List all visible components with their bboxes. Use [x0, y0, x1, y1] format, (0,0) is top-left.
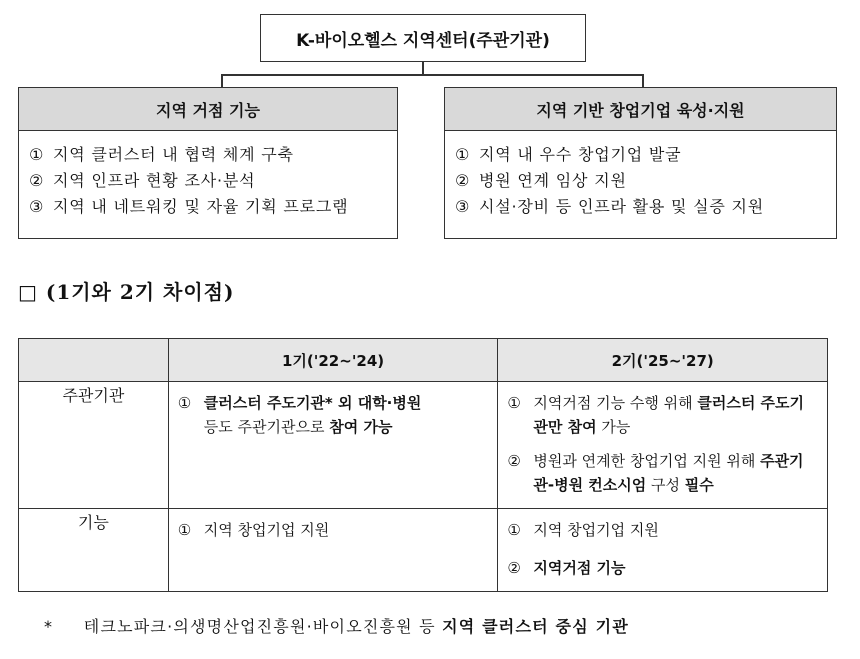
- list-item: ① 지역 클러스터 내 협력 체계 구축: [29, 145, 294, 164]
- right-panel-list: [445, 131, 836, 220]
- left-panel-title: 지역 거점 기능: [19, 88, 397, 131]
- footnote-text: 테크노파크·의생명산업진흥원·바이오진흥원 등: [83, 617, 443, 636]
- col-header-phase2: 2기('25~'27): [498, 339, 828, 382]
- left-function-panel: [18, 87, 398, 239]
- table-cell: [168, 509, 498, 592]
- right-panel-title: 지역 기반 창업기업 육성·지원: [445, 88, 836, 131]
- list-item: ③ 시설·장비 등 인프라 활용 및 실증 지원: [455, 197, 765, 216]
- list-item: ① 지역 창업기업 지원: [177, 521, 330, 539]
- list-item: ② 지역 인프라 현황 조사·분석: [29, 171, 256, 190]
- comparison-table: [18, 338, 828, 592]
- list-item: ① 지역거점 기능 수행 위해 클러스터 주도기관만 참여 가능: [507, 394, 805, 436]
- org-top-box: [260, 14, 586, 62]
- footnote-bold-text: 지역 클러스터 중심 기관: [442, 617, 629, 636]
- list-item: ① 지역 내 우수 창업기업 발굴: [455, 145, 682, 164]
- table-header-row: [19, 339, 828, 382]
- table-cell: [498, 382, 828, 509]
- connector-horizontal: [221, 74, 643, 76]
- table-cell: [498, 509, 828, 592]
- table-row: [19, 382, 828, 509]
- section-title: □ (1기와 2기 차이점): [18, 280, 235, 304]
- list-item: ② 병원과 연계한 창업기업 지원 위해 주관기관-병원 컨소시엄 구성 필수: [507, 452, 804, 494]
- list-item: ① 클러스터 주도기관* 외 대학·병원 등도 주관기관으로 참여 가능: [177, 394, 422, 436]
- footnote: [44, 614, 629, 637]
- connector-right-drop: [642, 74, 644, 88]
- row-header-function: 기능: [19, 509, 169, 592]
- org-top-title: K-바이오헬스 지역센터(주관기관): [296, 30, 550, 51]
- connector-left-drop: [221, 74, 223, 88]
- list-item: ② 병원 연계 임상 지원: [455, 171, 627, 190]
- list-item: ③ 지역 내 네트워킹 및 자율 기획 프로그램: [29, 197, 349, 216]
- footnote-mark: *: [44, 617, 54, 636]
- right-function-panel: [444, 87, 837, 239]
- table-corner-cell: [19, 339, 169, 382]
- table-row: [19, 509, 828, 592]
- list-item: ① 지역 창업기업 지원: [507, 521, 659, 539]
- col-header-phase1: 1기('22~'24): [168, 339, 498, 382]
- left-panel-list: [19, 131, 397, 220]
- table-cell: [168, 382, 498, 509]
- list-item: ② 지역거점 기능: [507, 559, 626, 577]
- row-header-lead-org: 주관기관: [19, 382, 169, 509]
